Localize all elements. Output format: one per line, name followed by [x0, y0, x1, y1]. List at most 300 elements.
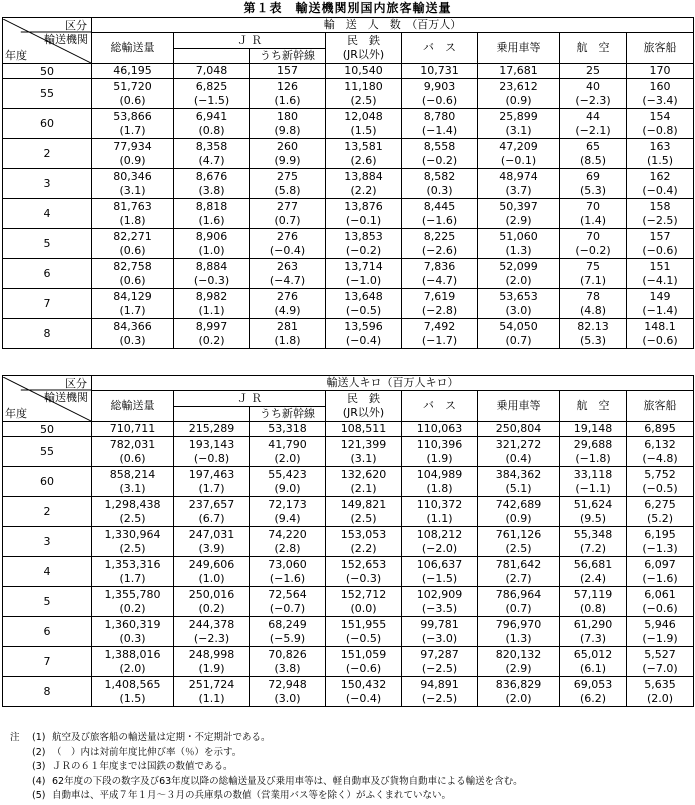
value-cell: [627, 79, 694, 109]
year-cell: 55: [3, 79, 92, 109]
growth-rate: (1.9): [198, 661, 225, 675]
year-cell: 4: [3, 199, 92, 229]
growth-rate: (2.0): [274, 451, 301, 465]
value-cell: [402, 467, 478, 497]
corner-nendo-label: 年度: [5, 48, 27, 62]
value-cell: [326, 497, 402, 527]
growth-rate: (3.0): [274, 691, 301, 705]
value-cell: [326, 319, 402, 349]
col-bus: バ ス: [402, 391, 478, 422]
value-cell: [627, 289, 694, 319]
growth-rate: (3.1): [505, 123, 532, 137]
value-cell: [174, 497, 250, 527]
value-cell: [174, 647, 250, 677]
growth-rate: (1.6): [274, 93, 301, 107]
value-cell: [560, 289, 627, 319]
value: 23,612: [499, 79, 538, 93]
value: 157: [277, 64, 298, 77]
value: 247,031: [188, 527, 235, 541]
year-cell: 6: [3, 259, 92, 289]
growth-rate: (2.2): [350, 541, 377, 555]
value-cell: [326, 199, 402, 229]
corner-kikan-label: 輸送機関: [44, 390, 88, 404]
value: 276: [277, 229, 298, 243]
value-cell: [478, 169, 560, 199]
value-cell: [627, 437, 694, 467]
growth-rate: (−0.8): [193, 451, 230, 465]
note-item: [2, 775, 693, 790]
value-cell: [402, 139, 478, 169]
table-row: [3, 109, 694, 139]
year-cell: 8: [3, 677, 92, 707]
value-cell: [92, 617, 174, 647]
growth-rate: (−1.6): [269, 571, 306, 585]
value-cell: [560, 109, 627, 139]
col-private-rail: 民 鉄 (JR以外): [326, 391, 402, 422]
growth-rate: (−1.6): [421, 213, 458, 227]
growth-rate: (7.2): [579, 541, 607, 555]
growth-rate: (−2.5): [642, 213, 678, 227]
value: 796,970: [495, 617, 542, 631]
table-row: [3, 199, 694, 229]
value: 41,790: [268, 437, 307, 451]
growth-rate: (2.5): [119, 541, 146, 555]
value: 158: [649, 199, 671, 213]
growth-rate: (2.6): [350, 153, 377, 167]
growth-rate: (3.9): [198, 541, 225, 555]
growth-rate: (−0.3): [193, 273, 230, 287]
growth-rate: (3.7): [505, 183, 532, 197]
table-row: [3, 467, 694, 497]
col-private-rail: 民 鉄 (JR以外): [326, 33, 402, 64]
value-cell: [627, 587, 694, 617]
growth-rate: (5.3): [579, 183, 607, 197]
growth-rate: (0.3): [119, 631, 146, 645]
value-cell: [478, 497, 560, 527]
growth-rate: (−1.8): [575, 451, 611, 465]
value: 10,731: [420, 64, 459, 77]
value: 13,884: [344, 169, 383, 183]
value-cell: [92, 557, 174, 587]
value: 1,388,016: [104, 647, 161, 661]
growth-rate: (−7.0): [642, 661, 678, 675]
value-cell: [402, 527, 478, 557]
value: 7,492: [423, 319, 456, 333]
value-cell: [402, 319, 478, 349]
value-cell: [174, 289, 250, 319]
growth-rate: (4.8): [579, 303, 607, 317]
value-cell: [250, 422, 326, 437]
growth-rate: (1.7): [198, 481, 225, 495]
value: 82,758: [113, 259, 152, 273]
value: 384,362: [495, 467, 542, 481]
value-cell: [478, 259, 560, 289]
growth-rate: (0.8): [198, 123, 225, 137]
value: 8,676: [195, 169, 228, 183]
table-row: [3, 259, 694, 289]
growth-rate: (2.0): [505, 691, 532, 705]
value-cell: [174, 437, 250, 467]
value: 108,511: [340, 422, 387, 435]
growth-rate: (3.1): [119, 481, 146, 495]
table-row: [3, 139, 694, 169]
growth-rate: (−3.0): [421, 631, 458, 645]
value: 180: [277, 109, 298, 123]
growth-rate: (−2.5): [421, 661, 458, 675]
growth-rate: (1.1): [198, 303, 225, 317]
value: 263: [277, 259, 298, 273]
growth-rate: (3.8): [198, 183, 225, 197]
growth-rate: (−0.6): [345, 661, 382, 675]
growth-rate: (−2.8): [421, 303, 458, 317]
growth-rate: (−1.3): [642, 541, 678, 555]
growth-rate: (−0.6): [421, 93, 458, 107]
growth-rate: (3.1): [350, 451, 377, 465]
value: 110,372: [416, 497, 463, 511]
value-cell: [478, 109, 560, 139]
value: 13,581: [344, 139, 383, 153]
value-cell: [402, 497, 478, 527]
col-jr-blank: [174, 49, 250, 64]
value: 1,298,438: [104, 497, 161, 511]
value: 54,050: [499, 319, 538, 333]
growth-rate: (6.7): [198, 511, 225, 525]
value: 68,249: [268, 617, 307, 631]
value: 152,712: [340, 587, 387, 601]
value: 11,180: [344, 79, 383, 93]
growth-rate: (−2.0): [421, 541, 458, 555]
growth-rate: (5.3): [579, 333, 607, 347]
growth-rate: (0.6): [119, 451, 146, 465]
value-cell: [478, 289, 560, 319]
col-car: 乗用車等: [478, 391, 560, 422]
value: 710,711: [109, 422, 156, 435]
note-text: 自動車は、平成７年１月～３月の兵庫県の数値（営業用バス等を除く）がふくまれていない。: [52, 790, 452, 801]
table-row: [3, 497, 694, 527]
growth-rate: (2.1): [350, 481, 377, 495]
growth-rate: (−1.7): [421, 333, 458, 347]
growth-rate: (1.8): [119, 213, 146, 227]
growth-rate: (0.7): [274, 213, 301, 227]
value: 52,099: [499, 259, 538, 273]
value-cell: [326, 259, 402, 289]
value-cell: [478, 617, 560, 647]
value: 6,195: [644, 527, 676, 541]
value: 8,818: [195, 199, 228, 213]
col-jr: Ｊ Ｒ: [174, 391, 326, 407]
value-cell: [250, 437, 326, 467]
value-cell: [92, 677, 174, 707]
value: 154: [649, 109, 671, 123]
value-cell: [250, 109, 326, 139]
value-cell: [326, 139, 402, 169]
value-cell: [92, 79, 174, 109]
value-cell: [326, 467, 402, 497]
growth-rate: (2.8): [274, 541, 301, 555]
value: 8,780: [423, 109, 456, 123]
value-cell: [250, 64, 326, 79]
value: 50,397: [499, 199, 538, 213]
growth-rate: (−1.6): [642, 571, 678, 585]
table-row: [3, 79, 694, 109]
table-row: [3, 617, 694, 647]
value: 5,635: [644, 677, 676, 691]
value: 94,891: [420, 677, 459, 691]
growth-rate: (9.5): [579, 511, 607, 525]
value-cell: [326, 109, 402, 139]
value: 78: [586, 289, 600, 303]
value-cell: [250, 169, 326, 199]
growth-rate: (1.9): [426, 451, 453, 465]
value-cell: [478, 422, 560, 437]
value: 72,564: [268, 587, 307, 601]
growth-rate: (−0.2): [345, 243, 382, 257]
value: 97,287: [420, 647, 459, 661]
growth-rate: (−3.4): [642, 93, 678, 107]
value: 102,909: [416, 587, 463, 601]
value: 149: [649, 289, 671, 303]
growth-rate: (1.8): [426, 481, 453, 495]
value-cell: [402, 422, 478, 437]
growth-rate: (0.4): [505, 451, 532, 465]
value: 6,825: [195, 79, 228, 93]
value-cell: [478, 139, 560, 169]
value: 13,596: [344, 319, 383, 333]
value-cell: [560, 79, 627, 109]
value-cell: [174, 527, 250, 557]
value-cell: [174, 199, 250, 229]
growth-rate: (2.9): [505, 661, 532, 675]
growth-rate: (1.8): [274, 333, 301, 347]
value: 781,642: [495, 557, 542, 571]
value: 55,423: [268, 467, 307, 481]
growth-rate: (−0.4): [345, 691, 382, 705]
value-cell: [402, 199, 478, 229]
col-jr-blank: [174, 407, 250, 422]
growth-rate: (0.7): [505, 601, 532, 615]
value-cell: [627, 139, 694, 169]
year-cell: 60: [3, 109, 92, 139]
value: 5,527: [644, 647, 676, 661]
growth-rate: (−0.6): [642, 243, 678, 257]
value: 51,060: [499, 229, 538, 243]
growth-rate: (5.1): [505, 481, 532, 495]
col-car: 乗用車等: [478, 33, 560, 64]
value-cell: [402, 437, 478, 467]
value: 193,143: [188, 437, 235, 451]
page-title: 第１表 輸送機関別国内旅客輸送量: [243, 1, 452, 15]
value-cell: [326, 617, 402, 647]
note-index: (3): [32, 761, 46, 772]
value-cell: [402, 587, 478, 617]
growth-rate: (−3.5): [421, 601, 458, 615]
growth-rate: (8.5): [579, 153, 607, 167]
value-cell: [560, 587, 627, 617]
year-cell: 2: [3, 497, 92, 527]
value: 121,399: [340, 437, 387, 451]
growth-rate: (−4.7): [421, 273, 458, 287]
table-row: [3, 422, 694, 437]
value: 57,119: [573, 587, 613, 601]
growth-rate: (0.6): [119, 273, 146, 287]
value-cell: [478, 319, 560, 349]
value: 250,804: [495, 422, 542, 435]
value-cell: [92, 319, 174, 349]
value: 72,173: [268, 497, 307, 511]
year-cell: 50: [3, 422, 92, 437]
growth-rate: (−0.2): [421, 153, 458, 167]
growth-rate: (2.7): [505, 571, 532, 585]
value: 151,955: [340, 617, 387, 631]
value: 51,624: [573, 497, 613, 511]
value: 8,582: [423, 169, 456, 183]
growth-rate: (1.6): [198, 213, 225, 227]
growth-rate: (0.2): [119, 601, 146, 615]
value: 13,876: [344, 199, 383, 213]
value: 7,619: [423, 289, 456, 303]
value-cell: [92, 109, 174, 139]
growth-rate: (2.2): [350, 183, 377, 197]
value: 73,060: [268, 557, 307, 571]
growth-rate: (1.1): [426, 511, 453, 525]
value-cell: [478, 527, 560, 557]
value: 53,653: [499, 289, 538, 303]
growth-rate: (0.3): [426, 183, 453, 197]
table-row: [3, 587, 694, 617]
value: 75: [586, 259, 600, 273]
growth-rate: (2.5): [350, 511, 377, 525]
growth-rate: (−0.5): [642, 481, 678, 495]
value: 17,681: [499, 64, 538, 77]
growth-rate: (1.0): [198, 571, 225, 585]
value: 46,195: [113, 64, 152, 77]
value: 321,272: [495, 437, 542, 451]
value-cell: [402, 617, 478, 647]
growth-rate: (1.7): [119, 123, 146, 137]
growth-rate: (3.8): [274, 661, 301, 675]
growth-rate: (1.5): [119, 691, 146, 705]
value: 7,836: [423, 259, 456, 273]
value-cell: [478, 79, 560, 109]
value-cell: [92, 289, 174, 319]
value-cell: [250, 139, 326, 169]
value-cell: [250, 677, 326, 707]
value-cell: [560, 199, 627, 229]
value-cell: [402, 259, 478, 289]
growth-rate: (0.9): [505, 511, 532, 525]
value: 82.13: [577, 319, 609, 333]
value: 170: [649, 64, 671, 77]
value: 742,689: [495, 497, 542, 511]
value: 53,318: [268, 422, 307, 435]
value-cell: [560, 437, 627, 467]
value: 6,097: [644, 557, 676, 571]
value-cell: [402, 677, 478, 707]
value-cell: [402, 169, 478, 199]
growth-rate: (−4.8): [642, 451, 678, 465]
value: 157: [649, 229, 671, 243]
value-cell: [326, 289, 402, 319]
growth-rate: (2.5): [350, 93, 377, 107]
growth-rate: (−0.5): [345, 303, 382, 317]
value: 40: [586, 79, 600, 93]
growth-rate: (−2.5): [421, 691, 458, 705]
corner-kikan-label: 輸送機関: [44, 32, 88, 46]
notes: [2, 731, 693, 804]
year-cell: 55: [3, 437, 92, 467]
value-cell: [250, 199, 326, 229]
value: 152,653: [340, 557, 387, 571]
value-cell: [174, 169, 250, 199]
value-cell: [478, 64, 560, 79]
note-index: (4): [32, 775, 46, 787]
value: 8,997: [195, 319, 228, 333]
value-cell: [174, 467, 250, 497]
note-index: (2): [32, 746, 46, 758]
value-cell: [250, 587, 326, 617]
growth-rate: (9.0): [274, 481, 301, 495]
value-cell: [174, 422, 250, 437]
col-air: 航 空: [560, 391, 627, 422]
value-cell: [478, 587, 560, 617]
value: 70: [586, 229, 600, 243]
table-row: [3, 289, 694, 319]
value: 110,063: [416, 422, 463, 435]
value-cell: [560, 467, 627, 497]
value-cell: [92, 229, 174, 259]
note-item: [2, 760, 693, 775]
growth-rate: (1.5): [350, 123, 377, 137]
value-cell: [627, 319, 694, 349]
growth-rate: (−0.6): [642, 333, 678, 347]
value-cell: [402, 289, 478, 319]
value-cell: [627, 617, 694, 647]
value-cell: [92, 139, 174, 169]
value-cell: [560, 647, 627, 677]
table-row: [3, 557, 694, 587]
value-cell: [627, 229, 694, 259]
value: 77,934: [113, 139, 152, 153]
value: 48,974: [499, 169, 538, 183]
growth-rate: (4.7): [198, 153, 225, 167]
value-cell: [478, 557, 560, 587]
value: 8,884: [195, 259, 228, 273]
growth-rate: (2.5): [119, 511, 146, 525]
value: 149,821: [340, 497, 387, 511]
growth-rate: (1.3): [505, 243, 532, 257]
col-bus: バ ス: [402, 33, 478, 64]
value: 19,148: [573, 422, 613, 435]
value-cell: [174, 229, 250, 259]
year-cell: 2: [3, 139, 92, 169]
value-cell: [326, 64, 402, 79]
growth-rate: (2.0): [505, 273, 532, 287]
growth-rate: (−0.8): [642, 123, 678, 137]
value: 237,657: [188, 497, 235, 511]
table-row: [3, 169, 694, 199]
value: 132,620: [340, 467, 387, 481]
growth-rate: (−0.1): [345, 213, 382, 227]
value: 151,059: [340, 647, 387, 661]
value: 106,637: [416, 557, 463, 571]
value-cell: [627, 259, 694, 289]
growth-rate: (−0.3): [345, 571, 382, 585]
value: 153,053: [340, 527, 387, 541]
growth-rate: (−5.9): [269, 631, 306, 645]
value: 163: [649, 139, 671, 153]
value: 782,031: [109, 437, 156, 451]
col-air: 航 空: [560, 33, 627, 64]
